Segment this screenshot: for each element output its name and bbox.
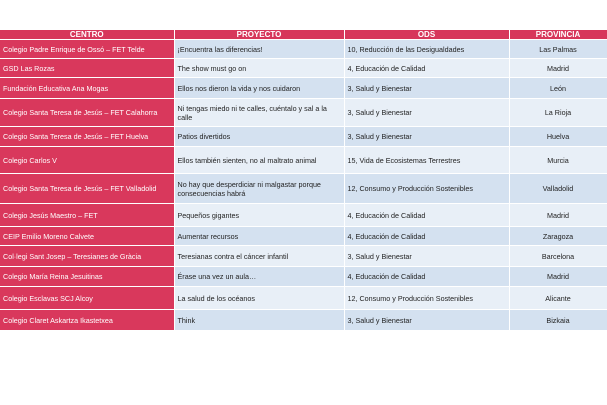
- cell-provincia[interactable]: Alicante: [509, 287, 607, 310]
- cell-ods[interactable]: 4, Educación de Calidad: [344, 204, 509, 227]
- header-proyecto[interactable]: PROYECTO: [174, 30, 344, 40]
- table-row: [0, 227, 607, 246]
- cell-centro[interactable]: Colegio Carlos V: [0, 147, 174, 174]
- cell-centro[interactable]: Colegio Esclavas SCJ Alcoy: [0, 287, 174, 310]
- header-ods[interactable]: ODS: [344, 30, 509, 40]
- cell-ods[interactable]: 15, Vida de Ecosistemas Terrestres: [344, 147, 509, 174]
- cell-proyecto[interactable]: Patios divertidos: [174, 127, 344, 147]
- table-row: [0, 287, 607, 310]
- cell-ods[interactable]: 4, Educación de Calidad: [344, 227, 509, 246]
- cell-provincia[interactable]: León: [509, 78, 607, 99]
- projects-table-container: [0, 30, 607, 331]
- table-header-row: [0, 30, 607, 40]
- table-row: [0, 174, 607, 204]
- table-row: [0, 310, 607, 331]
- cell-proyecto[interactable]: Think: [174, 310, 344, 331]
- cell-provincia[interactable]: Madrid: [509, 59, 607, 78]
- cell-proyecto[interactable]: No hay que desperdiciar ni malgastar porque consecuencias habrá: [174, 174, 344, 204]
- cell-proyecto[interactable]: Ellos nos dieron la vida y nos cuidaron: [174, 78, 344, 99]
- cell-ods[interactable]: 3, Salud y Bienestar: [344, 99, 509, 127]
- cell-provincia[interactable]: Las Palmas: [509, 40, 607, 59]
- table-row: [0, 127, 607, 147]
- cell-proyecto[interactable]: ¡Encuentra las diferencias!: [174, 40, 344, 59]
- cell-provincia[interactable]: Murcia: [509, 147, 607, 174]
- cell-centro[interactable]: Colegio Padre Enrique de Ossó – FET Telde: [0, 40, 174, 59]
- table-row: [0, 147, 607, 174]
- cell-ods[interactable]: 4, Educación de Calidad: [344, 59, 509, 78]
- cell-ods[interactable]: 3, Salud y Bienestar: [344, 246, 509, 267]
- table-row: [0, 204, 607, 227]
- cell-provincia[interactable]: Huelva: [509, 127, 607, 147]
- header-centro[interactable]: CENTRO: [0, 30, 174, 40]
- table-row: [0, 78, 607, 99]
- cell-proyecto[interactable]: Érase una vez un aula…: [174, 267, 344, 287]
- cell-proyecto[interactable]: Pequeños gigantes: [174, 204, 344, 227]
- cell-centro[interactable]: CEIP Emilio Moreno Calvete: [0, 227, 174, 246]
- table-row: [0, 59, 607, 78]
- cell-centro[interactable]: GSD Las Rozas: [0, 59, 174, 78]
- header-provincia[interactable]: PROVINCIA: [509, 30, 607, 40]
- projects-table: [0, 30, 607, 331]
- cell-provincia[interactable]: Madrid: [509, 267, 607, 287]
- table-row: [0, 99, 607, 127]
- cell-proyecto[interactable]: Ellos también sienten, no al maltrato animal: [174, 147, 344, 174]
- cell-proyecto[interactable]: Teresianas contra el cáncer infantil: [174, 246, 344, 267]
- cell-ods[interactable]: 3, Salud y Bienestar: [344, 310, 509, 331]
- cell-provincia[interactable]: Valladolid: [509, 174, 607, 204]
- cell-centro[interactable]: Colegio María Reina Jesuitinas: [0, 267, 174, 287]
- cell-provincia[interactable]: Barcelona: [509, 246, 607, 267]
- cell-centro[interactable]: Col·legi Sant Josep – Teresianes de Gràcia: [0, 246, 174, 267]
- table-row: [0, 246, 607, 267]
- cell-ods[interactable]: 3, Salud y Bienestar: [344, 78, 509, 99]
- cell-ods[interactable]: 4, Educación de Calidad: [344, 267, 509, 287]
- cell-centro[interactable]: Colegio Jesús Maestro – FET: [0, 204, 174, 227]
- cell-ods[interactable]: 10, Reducción de las Desigualdades: [344, 40, 509, 59]
- cell-proyecto[interactable]: Aumentar recursos: [174, 227, 344, 246]
- cell-centro[interactable]: Fundación Educativa Ana Mogas: [0, 78, 174, 99]
- cell-proyecto[interactable]: The show must go on: [174, 59, 344, 78]
- table-row: [0, 267, 607, 287]
- cell-provincia[interactable]: Zaragoza: [509, 227, 607, 246]
- cell-proyecto[interactable]: Ni tengas miedo ni te calles, cuéntalo y sal a la calle: [174, 99, 344, 127]
- cell-ods[interactable]: 12, Consumo y Producción Sostenibles: [344, 287, 509, 310]
- cell-provincia[interactable]: Bizkaia: [509, 310, 607, 331]
- cell-ods[interactable]: 12, Consumo y Producción Sostenibles: [344, 174, 509, 204]
- cell-proyecto[interactable]: La salud de los océanos: [174, 287, 344, 310]
- cell-centro[interactable]: Colegio Claret Askartza Ikastetxea: [0, 310, 174, 331]
- cell-provincia[interactable]: Madrid: [509, 204, 607, 227]
- cell-centro[interactable]: Colegio Santa Teresa de Jesús – FET Valladolid: [0, 174, 174, 204]
- table-row: [0, 40, 607, 59]
- cell-centro[interactable]: Colegio Santa Teresa de Jesús – FET Calahorra: [0, 99, 174, 127]
- cell-provincia[interactable]: La Rioja: [509, 99, 607, 127]
- cell-ods[interactable]: 3, Salud y Bienestar: [344, 127, 509, 147]
- cell-centro[interactable]: Colegio Santa Teresa de Jesús – FET Huelva: [0, 127, 174, 147]
